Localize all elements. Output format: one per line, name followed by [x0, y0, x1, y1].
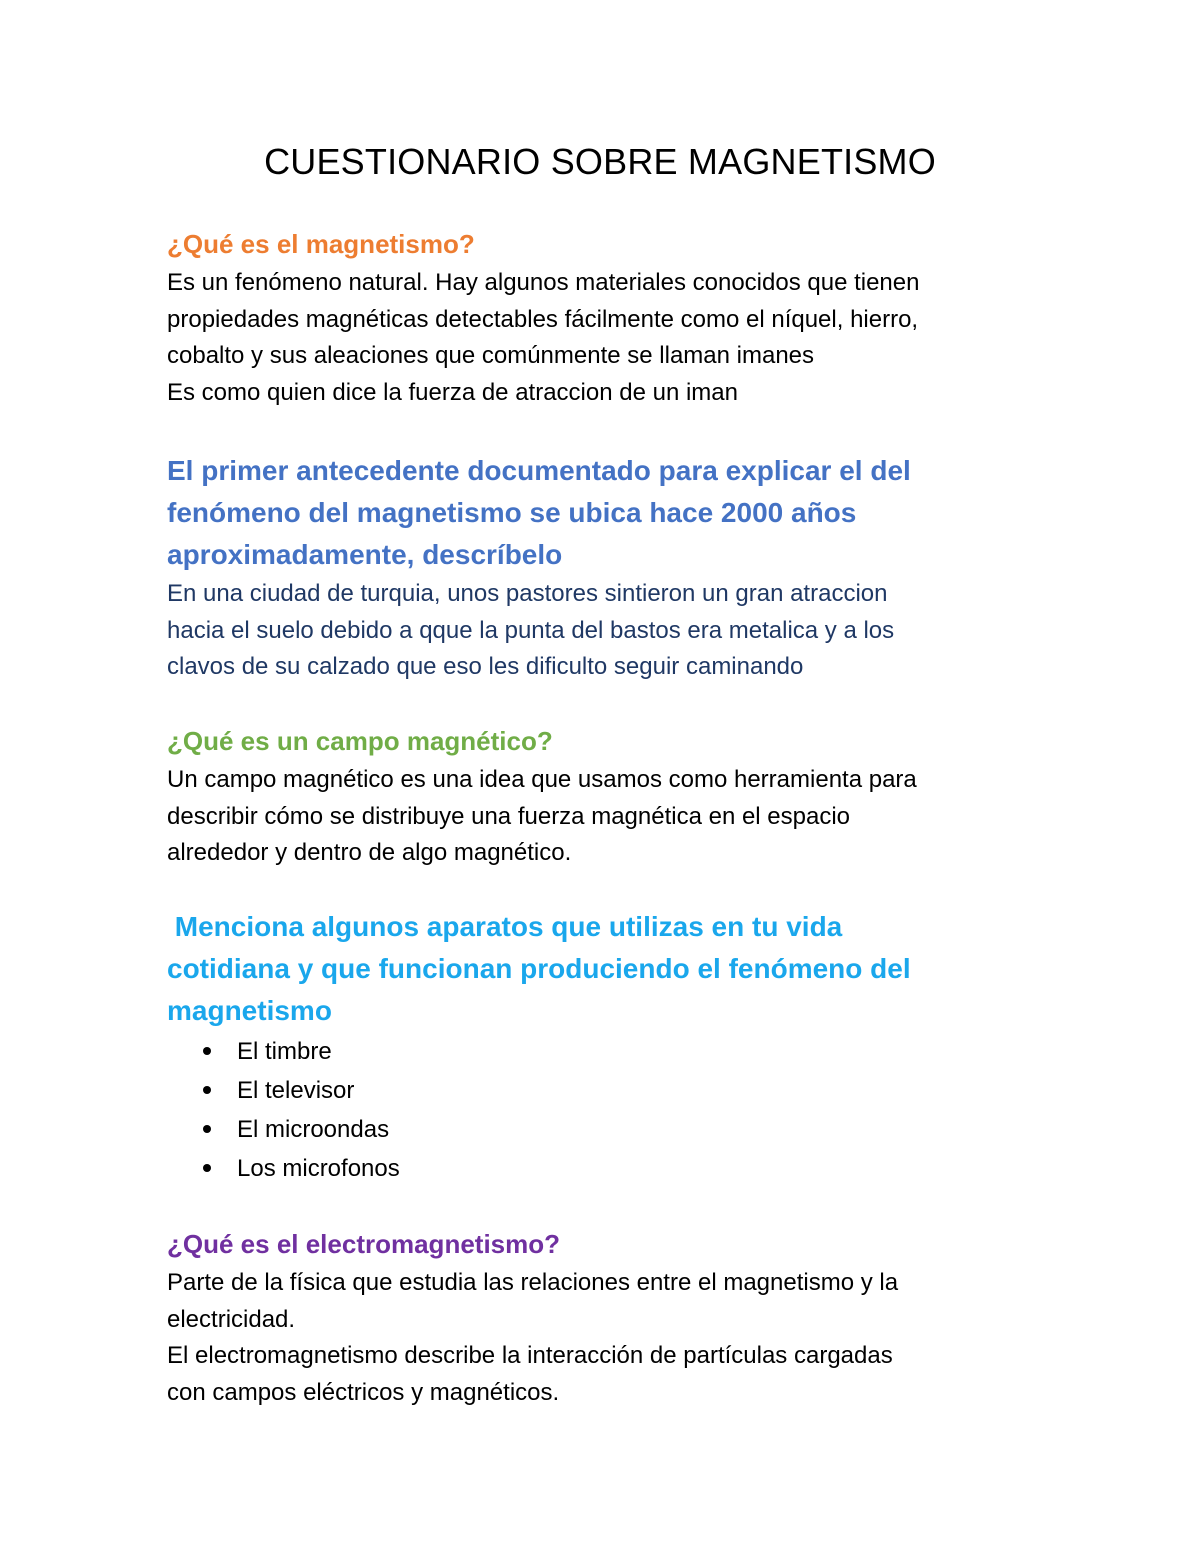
question-aparatos-line: cotidiana y que funcionan produciendo el fenómeno del: [167, 953, 911, 984]
section-electromagnetismo: [167, 1224, 1047, 1411]
question-antecedente-line: El primer antecedente documentado para explicar el del: [167, 455, 911, 486]
section-antecedente: [167, 450, 1047, 686]
list-item: El microondas: [167, 1110, 1047, 1149]
answer-line: describir cómo se distribuye una fuerza magnética en el espacio: [167, 802, 851, 830]
answer-line: Un campo magnético es una idea que usamos como herramienta para: [167, 766, 917, 793]
bullet-icon: [203, 1125, 211, 1133]
answer-line: clavos de su calzado que eso les dificulto seguir caminando: [167, 653, 804, 680]
bullet-icon: [203, 1164, 211, 1172]
answer-line: electricidad.: [167, 1305, 296, 1333]
bullet-icon: [203, 1047, 211, 1055]
section-aparatos: [167, 906, 1047, 1188]
answer-line: con campos eléctricos y magnéticos.: [167, 1378, 560, 1406]
question-antecedente-line: aproximadamente, descríbelo: [167, 539, 563, 570]
document-title: CUESTIONARIO SOBRE MAGNETISMO: [264, 141, 936, 182]
question-aparatos-line: magnetismo: [167, 995, 332, 1026]
answer-line: hacia el suelo debido a qque la punta del bastos era metalica y a los: [167, 616, 895, 644]
list-item: El timbre: [167, 1032, 1047, 1071]
bullet-icon: [203, 1086, 211, 1094]
answer-line: Parte de la física que estudia las relaciones entre el magnetismo y la: [167, 1269, 899, 1296]
question-aparatos-line: Menciona algunos aparatos que utilizas en tu vida: [167, 911, 843, 942]
answer-line: propiedades magnéticas detectables fácilmente como el níquel, hierro,: [167, 305, 919, 333]
answer-line: Es un fenómeno natural. Hay algunos materiales conocidos que tienen: [167, 269, 920, 296]
list-item: El televisor: [167, 1071, 1047, 1110]
question-campo-magnetico: ¿Qué es un campo magnético?: [167, 726, 553, 756]
question-antecedente-line: fenómeno del magnetismo se ubica hace 2000 años: [167, 497, 857, 528]
answer-line: El electromagnetismo describe la interacción de partículas cargadas: [167, 1342, 893, 1369]
question-magnetismo: ¿Qué es el magnetismo?: [167, 229, 475, 259]
section-magnetismo: [167, 224, 1047, 411]
question-electromagnetismo: ¿Qué es el electromagnetismo?: [167, 1229, 561, 1259]
section-campo-magnetico: [167, 721, 1047, 872]
aparatos-list: [167, 1032, 1047, 1188]
answer-line: En una ciudad de turquia, unos pastores sintieron un gran atraccion: [167, 580, 888, 607]
answer-line: alrededor y dentro de algo magnético.: [167, 839, 572, 866]
answer-line: cobalto y sus aleaciones que comúnmente se llaman imanes: [167, 342, 815, 369]
answer-line: Es como quien dice la fuerza de atraccion de un iman: [167, 378, 738, 406]
list-item: Los microfonos: [167, 1149, 1047, 1188]
